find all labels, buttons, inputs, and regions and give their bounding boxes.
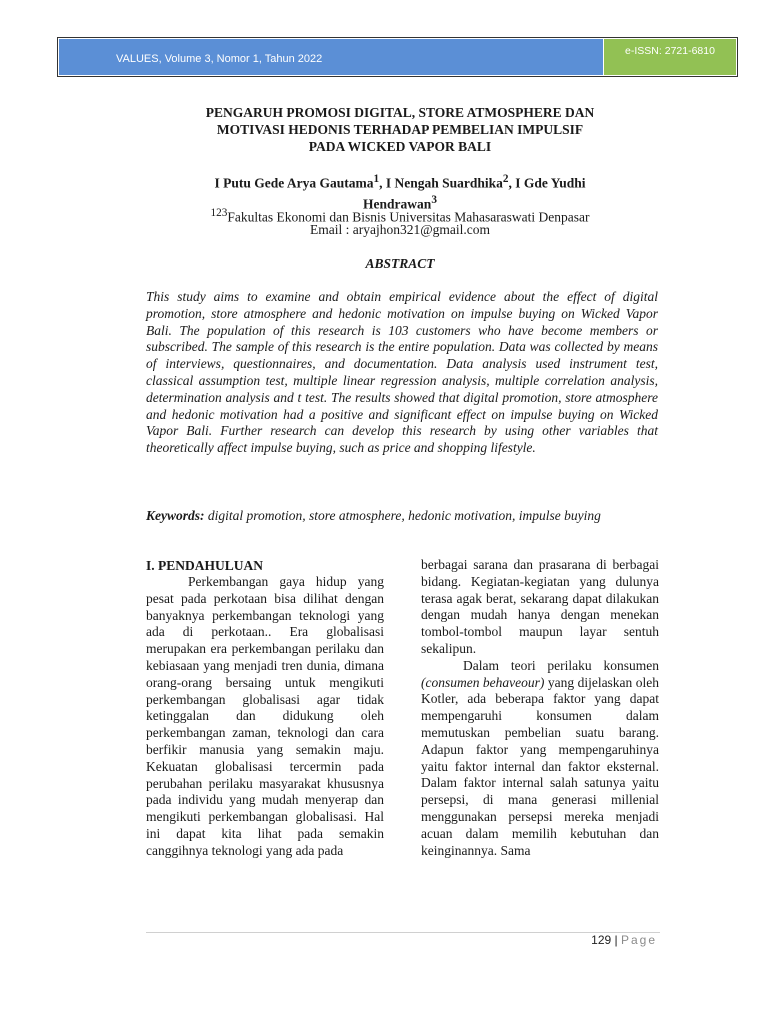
body-paragraph: berbagai sarana dan prasarana di berbagai bidang. Kegiatan-kegiatan yang dulunya terasa agak berat, sekarang dapat dilakukan dengan mudah hanya dengan menekan tombol-tombol maupun layar sentuh sekalipun. <box>421 557 659 656</box>
author-affiliation-mark: 1 <box>373 173 380 185</box>
page-footer <box>591 933 657 947</box>
section-heading: I. PENDAHULUAN <box>146 558 264 573</box>
page-number: 129 <box>591 933 612 947</box>
author-email: Email : aryajhon321@gmail.com <box>309 222 490 237</box>
journal-name: VALUES, Volume 3, Nomor 1, Tahun 2022 <box>59 39 603 75</box>
abstract-heading: ABSTRACT <box>365 256 435 271</box>
abstract-body: This study aims to examine and obtain empirical evidence about the effect of digital promotion, store atmosphere and hedonic motivation on impulse buying on Wicked Vapor Bali. The population of this research is 103 customers who have become members or subscribed. The sample of this research is the entire population. Data was collected by means of interviews, questionnaires, and documentation. Data analysis used instrument test, classical assumption test, multiple linear regression analysis, multiple correlation analysis, determination analysis and t test. The results showed that digital promotion, store atmosphere and hedonic motivation had a positive and significant effect on impulse buying on Wicked Vapor Bali. Further research can develop this research by using other variables that theoretically affect impulse buying, such as price and shopping lifestyle. <box>146 289 658 456</box>
keywords <box>146 507 658 524</box>
body-paragraph <box>421 658 659 860</box>
body-paragraph: Perkembangan gaya hidup yang pesat pada perkotaan bisa dilihat dengan banyaknya perkembangan teknologi yang ada di perkotaan.. Era globalisasi merupakan era perkembangan perilaku dan kebiasaan yang menjadi tren dunia, dimana orang-orang bersaing untuk mengikuti perkembangan globalisasi agar tidak ketinggalan dan didukung oleh perkembangan zaman, teknologi dan cara berfikir manusia yang semakin maju. Kekuatan globalisasi tercermin pada perubahan perilaku masyarakat khususnya pada individu yang mudah menyerap dan mengikuti perkembangan globalisasi. Hal ini dapat kita lihat pada semakin canggihnya teknologi yang ada pada <box>146 574 384 858</box>
paper-title <box>150 104 650 155</box>
body-column-right <box>421 557 659 859</box>
keywords-text: digital promotion, store atmosphere, hedonic motivation, impulse buying <box>204 508 601 523</box>
paragraph-term: (consumen behaveour) <box>421 674 545 690</box>
affiliation-text: Fakultas Ekonomi dan Bisnis Universitas Mahasaraswati Denpasar <box>227 209 590 225</box>
issn-label: e-ISSN: 2721-6810 <box>604 39 736 75</box>
author-name: I Putu Gede Arya Gautama <box>214 175 374 191</box>
footer-divider <box>146 932 660 933</box>
paragraph-text: Dalam teori perilaku konsumen <box>463 657 659 673</box>
author-name: , I Nengah Suardhika <box>379 175 503 191</box>
author-name: Hendrawan <box>363 196 432 211</box>
author-affiliation-mark: 2 <box>502 173 509 185</box>
page-label: Page <box>620 933 657 947</box>
keywords-label: Keywords: <box>146 508 205 523</box>
affiliation-mark: 123 <box>210 207 228 219</box>
footer-separator: | <box>611 933 621 947</box>
title-line: PENGARUH PROMOSI DIGITAL, STORE ATMOSPHERE DAN <box>205 105 595 120</box>
journal-header <box>57 37 738 77</box>
title-line: MOTIVASI HEDONIS TERHADAP PEMBELIAN IMPULSIF <box>216 122 584 137</box>
body-column-left <box>146 557 384 860</box>
author-name: , I Gde Yudhi <box>508 175 586 191</box>
paragraph-text: yang dijelaskan oleh Kotler, ada beberapa faktor yang dapat mempengaruhi konsumen dalam memutuskan pembelian suatu barang. Adapun faktor yang mempengaruhinya yaitu faktor internal dan faktor eksternal. Dalam faktor internal salah satunya yaitu persepsi, di mana generasi millenial menggunakan persepsi mereka menjadi acuan dalam memilih kebutuhan dan keinginannya. Sama <box>421 674 659 858</box>
author-affiliation-mark: 3 <box>431 193 437 206</box>
title-line: PADA WICKED VAPOR BALI <box>308 139 492 154</box>
